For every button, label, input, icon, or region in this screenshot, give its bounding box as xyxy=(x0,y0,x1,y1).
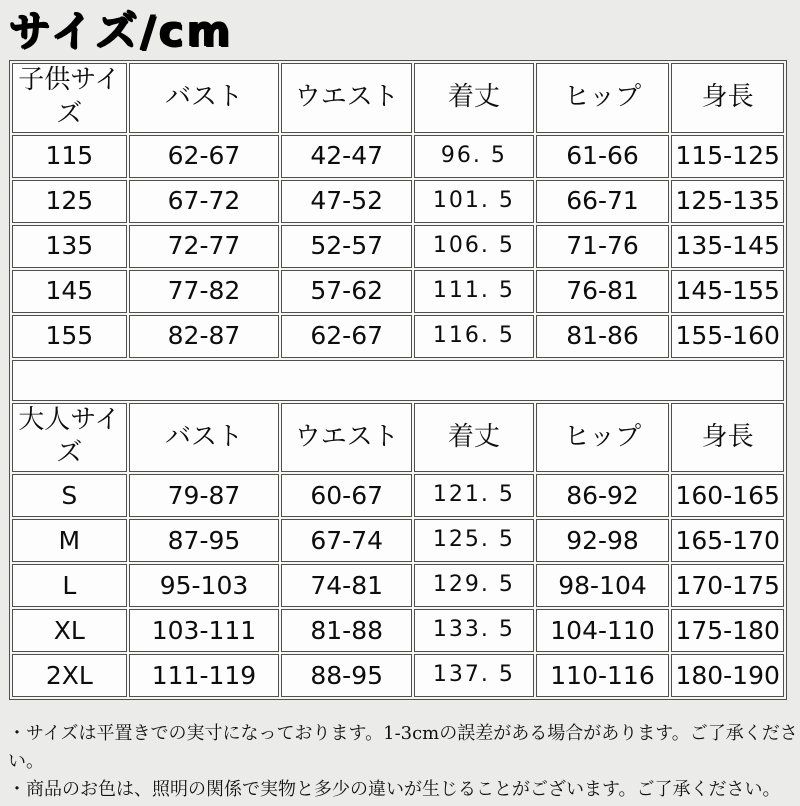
col-header-waist: ウエスト xyxy=(281,403,412,473)
table-row xyxy=(12,270,784,313)
cell-waist: 88-95 xyxy=(281,654,412,697)
cell-height: 125-135 xyxy=(671,180,784,223)
col-header-length: 着丈 xyxy=(414,403,534,473)
cell-bust: 87-95 xyxy=(129,519,280,562)
cell-waist: 47-52 xyxy=(281,180,412,223)
cell-size: 2XL xyxy=(12,654,127,697)
cell-hip: 66-71 xyxy=(536,180,670,223)
cell-hip: 61-66 xyxy=(536,135,670,178)
cell-hip: 71-76 xyxy=(536,225,670,268)
cell-waist: 74-81 xyxy=(281,564,412,607)
cell-height: 145-155 xyxy=(671,270,784,313)
cell-waist: 52-57 xyxy=(281,225,412,268)
cell-waist: 42-47 xyxy=(281,135,412,178)
cell-height: 115-125 xyxy=(671,135,784,178)
cell-hip: 104-110 xyxy=(536,609,670,652)
col-header-bust: バスト xyxy=(129,403,280,473)
cell-height: 135-145 xyxy=(671,225,784,268)
cell-size: 115 xyxy=(12,135,127,178)
cell-length: 106. 5 xyxy=(414,225,534,268)
page-title: サイズ/cm xyxy=(8,6,233,55)
cell-hip: 76-81 xyxy=(536,270,670,313)
size-chart-table xyxy=(9,60,787,700)
header-row-adult xyxy=(12,403,784,473)
cell-waist: 57-62 xyxy=(281,270,412,313)
note-line-1: ・サイズは平置きでの実寸になっております。1-3cmの誤差がある場合があります。ご了承ください。 xyxy=(8,723,798,773)
cell-size: S xyxy=(12,474,127,517)
table-row xyxy=(12,564,784,607)
cell-bust: 62-67 xyxy=(129,135,280,178)
cell-size: L xyxy=(12,564,127,607)
cell-hip: 86-92 xyxy=(536,474,670,517)
cell-length: 133. 5 xyxy=(414,609,534,652)
table-row xyxy=(12,315,784,358)
table-row xyxy=(12,135,784,178)
cell-length: 121. 5 xyxy=(414,474,534,517)
col-header-bust: バスト xyxy=(129,63,280,133)
cell-length: 96. 5 xyxy=(414,135,534,178)
cell-bust: 95-103 xyxy=(129,564,280,607)
cell-bust: 67-72 xyxy=(129,180,280,223)
cell-bust: 72-77 xyxy=(129,225,280,268)
col-header-height: 身長 xyxy=(671,63,784,133)
cell-length: 137. 5 xyxy=(414,654,534,697)
cell-height: 175-180 xyxy=(671,609,784,652)
col-header-waist: ウエスト xyxy=(281,63,412,133)
note-line-2: ・商品のお色は、照明の関係で実物と多少の違いが生じることがございます。ご了承ください。 xyxy=(8,779,781,801)
cell-length: 116. 5 xyxy=(414,315,534,358)
table-row xyxy=(12,225,784,268)
cell-waist: 60-67 xyxy=(281,474,412,517)
section-spacer-row xyxy=(12,360,784,401)
cell-length: 129. 5 xyxy=(414,564,534,607)
cell-hip: 81-86 xyxy=(536,315,670,358)
cell-height: 165-170 xyxy=(671,519,784,562)
table-row xyxy=(12,609,784,652)
cell-waist: 81-88 xyxy=(281,609,412,652)
cell-hip: 98-104 xyxy=(536,564,670,607)
cell-size: 155 xyxy=(12,315,127,358)
cell-height: 160-165 xyxy=(671,474,784,517)
col-header-hip: ヒップ xyxy=(536,403,670,473)
cell-height: 180-190 xyxy=(671,654,784,697)
cell-bust: 103-111 xyxy=(129,609,280,652)
cell-height: 170-175 xyxy=(671,564,784,607)
cell-bust: 79-87 xyxy=(129,474,280,517)
col-header-height: 身長 xyxy=(671,403,784,473)
cell-hip: 92-98 xyxy=(536,519,670,562)
col-header-length: 着丈 xyxy=(414,63,534,133)
section-label-adult: 大人サイズ xyxy=(12,403,127,473)
cell-length: 111. 5 xyxy=(414,270,534,313)
spacer-cell xyxy=(12,360,784,401)
cell-size: 135 xyxy=(12,225,127,268)
cell-bust: 82-87 xyxy=(129,315,280,358)
table-row xyxy=(12,654,784,697)
cell-length: 101. 5 xyxy=(414,180,534,223)
cell-size: 125 xyxy=(12,180,127,223)
table-row xyxy=(12,519,784,562)
footnotes xyxy=(8,720,800,804)
table-row xyxy=(12,474,784,517)
cell-length: 125. 5 xyxy=(414,519,534,562)
section-label-kids: 子供サイズ xyxy=(12,63,127,133)
cell-waist: 62-67 xyxy=(281,315,412,358)
cell-size: 145 xyxy=(12,270,127,313)
cell-size: XL xyxy=(12,609,127,652)
cell-bust: 111-119 xyxy=(129,654,280,697)
cell-hip: 110-116 xyxy=(536,654,670,697)
cell-waist: 67-74 xyxy=(281,519,412,562)
cell-bust: 77-82 xyxy=(129,270,280,313)
cell-height: 155-160 xyxy=(671,315,784,358)
cell-size: M xyxy=(12,519,127,562)
table-row xyxy=(12,180,784,223)
col-header-hip: ヒップ xyxy=(536,63,670,133)
header-row-kids xyxy=(12,63,784,133)
